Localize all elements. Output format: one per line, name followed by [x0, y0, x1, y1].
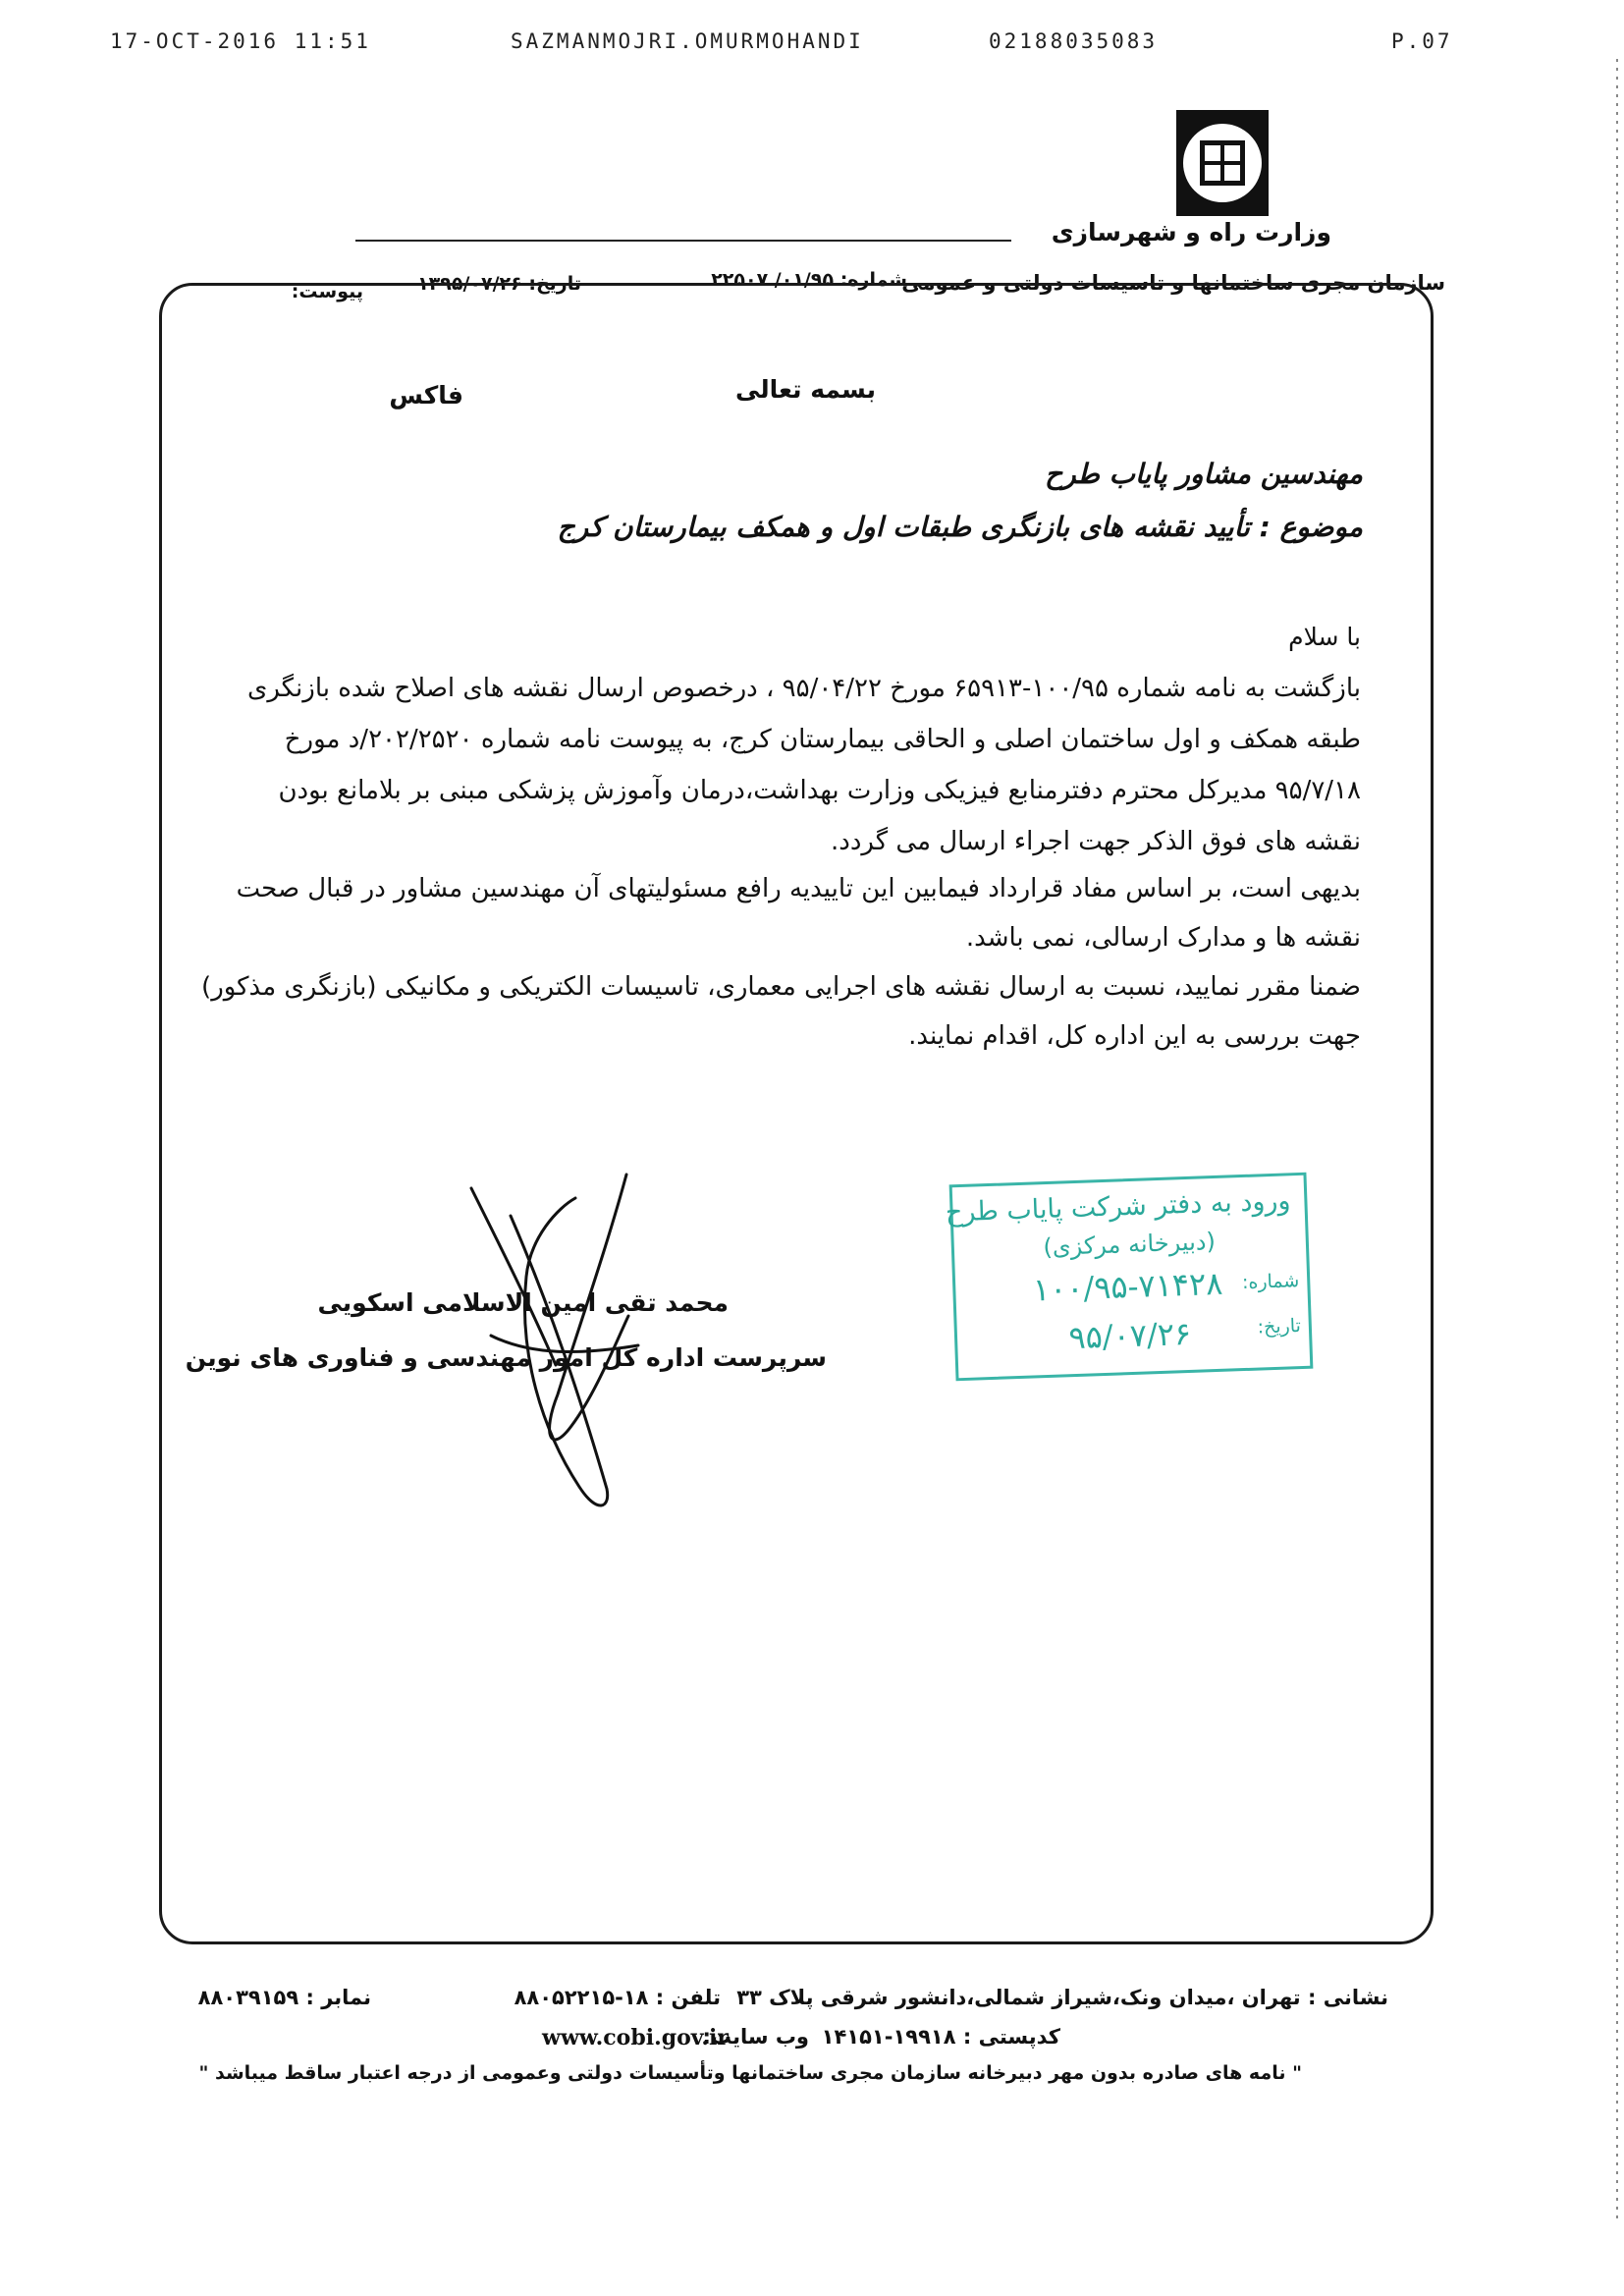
fax-phone: 02188035083: [989, 29, 1159, 53]
date-value: ۱۳۹۵/۰۷/۲۶: [417, 273, 522, 295]
number-label: شماره:: [839, 269, 907, 291]
ministry-logo: [1174, 108, 1271, 218]
stamp-line-1: ورود به دفتر شرکت پایاب طرح: [945, 1185, 1291, 1229]
header-rule: [355, 240, 1011, 242]
stamp-date-label: تاریخ:: [1257, 1315, 1302, 1339]
invocation: بسمه تعالی: [734, 375, 876, 404]
subject: موضوع : تأیید نقشه های بازنگری طبقات اول و همکف بیمارستان کرج: [557, 511, 1363, 543]
fax-header: [0, 29, 1624, 59]
body-line-8: جهت بررسی به این اداره کل، اقدام نمایند.: [908, 1021, 1361, 1051]
stamp-number-label: شماره:: [1241, 1270, 1300, 1294]
fax-date: 17-OCT-2016 11:51: [110, 29, 371, 53]
footer-postal-code: کدپستی : ۱۹۹۱۸-۱۴۱۵۱: [821, 2025, 1060, 2049]
date-label: تاریخ:: [528, 273, 581, 295]
fax-sender: SAZMANMOJRI.OMURMOHANDI: [511, 29, 864, 53]
handwritten-signature: [432, 1169, 668, 1532]
body-line-3: ۹۵/۷/۱۸ مدیرکل محترم دفترمنابع فیزیکی وزارت بهداشت،درمان وآموزش پزشکی مبنی بر بلامانع بودن: [278, 776, 1361, 805]
stamp-number-value: ۱۰۰/۹۵-۷۱۴۲۸: [1032, 1264, 1223, 1309]
signatory-title: سرپرست اداره کل امور مهندسی و فناوری های نوین: [185, 1343, 827, 1372]
recipient: مهندسین مشاور پایاب طرح: [1045, 458, 1363, 490]
fax-page: P.07: [1391, 29, 1453, 53]
scan-edge: [1616, 59, 1618, 2219]
stamp-line-2: (دبیرخانه مرکزی): [1042, 1227, 1217, 1262]
body-line-5: بدیهی است، بر اساس مفاد قرارداد فیمابین این تاییدیه رافع مسئولیتهای آن مهندسین مشاور در قبال صحت: [236, 874, 1361, 903]
body-line-7: ضمنا مقرر نمایید، نسبت به ارسال نقشه های اجرایی معماری، تاسیسات الکتریکی و مکانیکی (بازنگری مذکور): [201, 972, 1361, 1002]
footer-fax: نمابر : ۸۸۰۳۹۱۵۹: [197, 1986, 371, 2009]
greeting: با سلام: [1288, 623, 1361, 651]
signatory-name: محمد تقی امین الاسلامی اسکویی: [317, 1288, 729, 1317]
fax-label: فاکس: [389, 381, 463, 410]
footer-website-label: وب سایت:: [702, 2025, 809, 2049]
body-line-4: نقشه های فوق الذکر جهت اجراء ارسال می گردد.: [831, 827, 1361, 856]
footer-notice: " نامه های صادره بدون مهر دبیرخانه سازمان مجری ساختمانها وتأسیسات دولتی وعمومی از درجه اعتبار ساقط میباشد ": [198, 2062, 1302, 2084]
body-line-1: بازگشت به نامه شماره ۱۰۰/۹۵-۶۵۹۱۳ مورخ ۹۵/۰۴/۲۲ ، درخصوص ارسال نقشه های اصلاح شده بازنگری: [246, 674, 1361, 703]
ministry-name: وزارت راه و شهرسازی: [1051, 218, 1331, 246]
footer-website[interactable]: www.cobi.gov.ir: [542, 2025, 729, 2050]
body-line-2: طبقه همکف و اول ساختمان اصلی و الحاقی بیمارستان کرج، به پیوست نامه شماره ۲۰۲/۲۵۲۰/د مورخ: [284, 725, 1361, 754]
attachment-label: پیوست:: [291, 281, 363, 302]
stamp-date-value: ۹۵/۰۷/۲۶: [1067, 1314, 1192, 1357]
received-stamp: [945, 1173, 1314, 1382]
footer-phone: تلفن : ۱۸-۸۸۰۵۲۲۱۵: [514, 1986, 721, 2009]
organization-name: سازمان مجری ساختمانها و تاسیسات دولتی و عمومی: [901, 271, 1445, 295]
body-line-6: نقشه ها و مدارک ارسالی، نمی باشد.: [965, 923, 1361, 953]
number-value: ۰۱/۹۵/ ۲۲۵۰۷: [711, 269, 835, 291]
footer-address: نشانی : تهران ،میدان ونک،شیراز شمالی،دانشور شرقی پلاک ۳۳: [736, 1986, 1388, 2009]
